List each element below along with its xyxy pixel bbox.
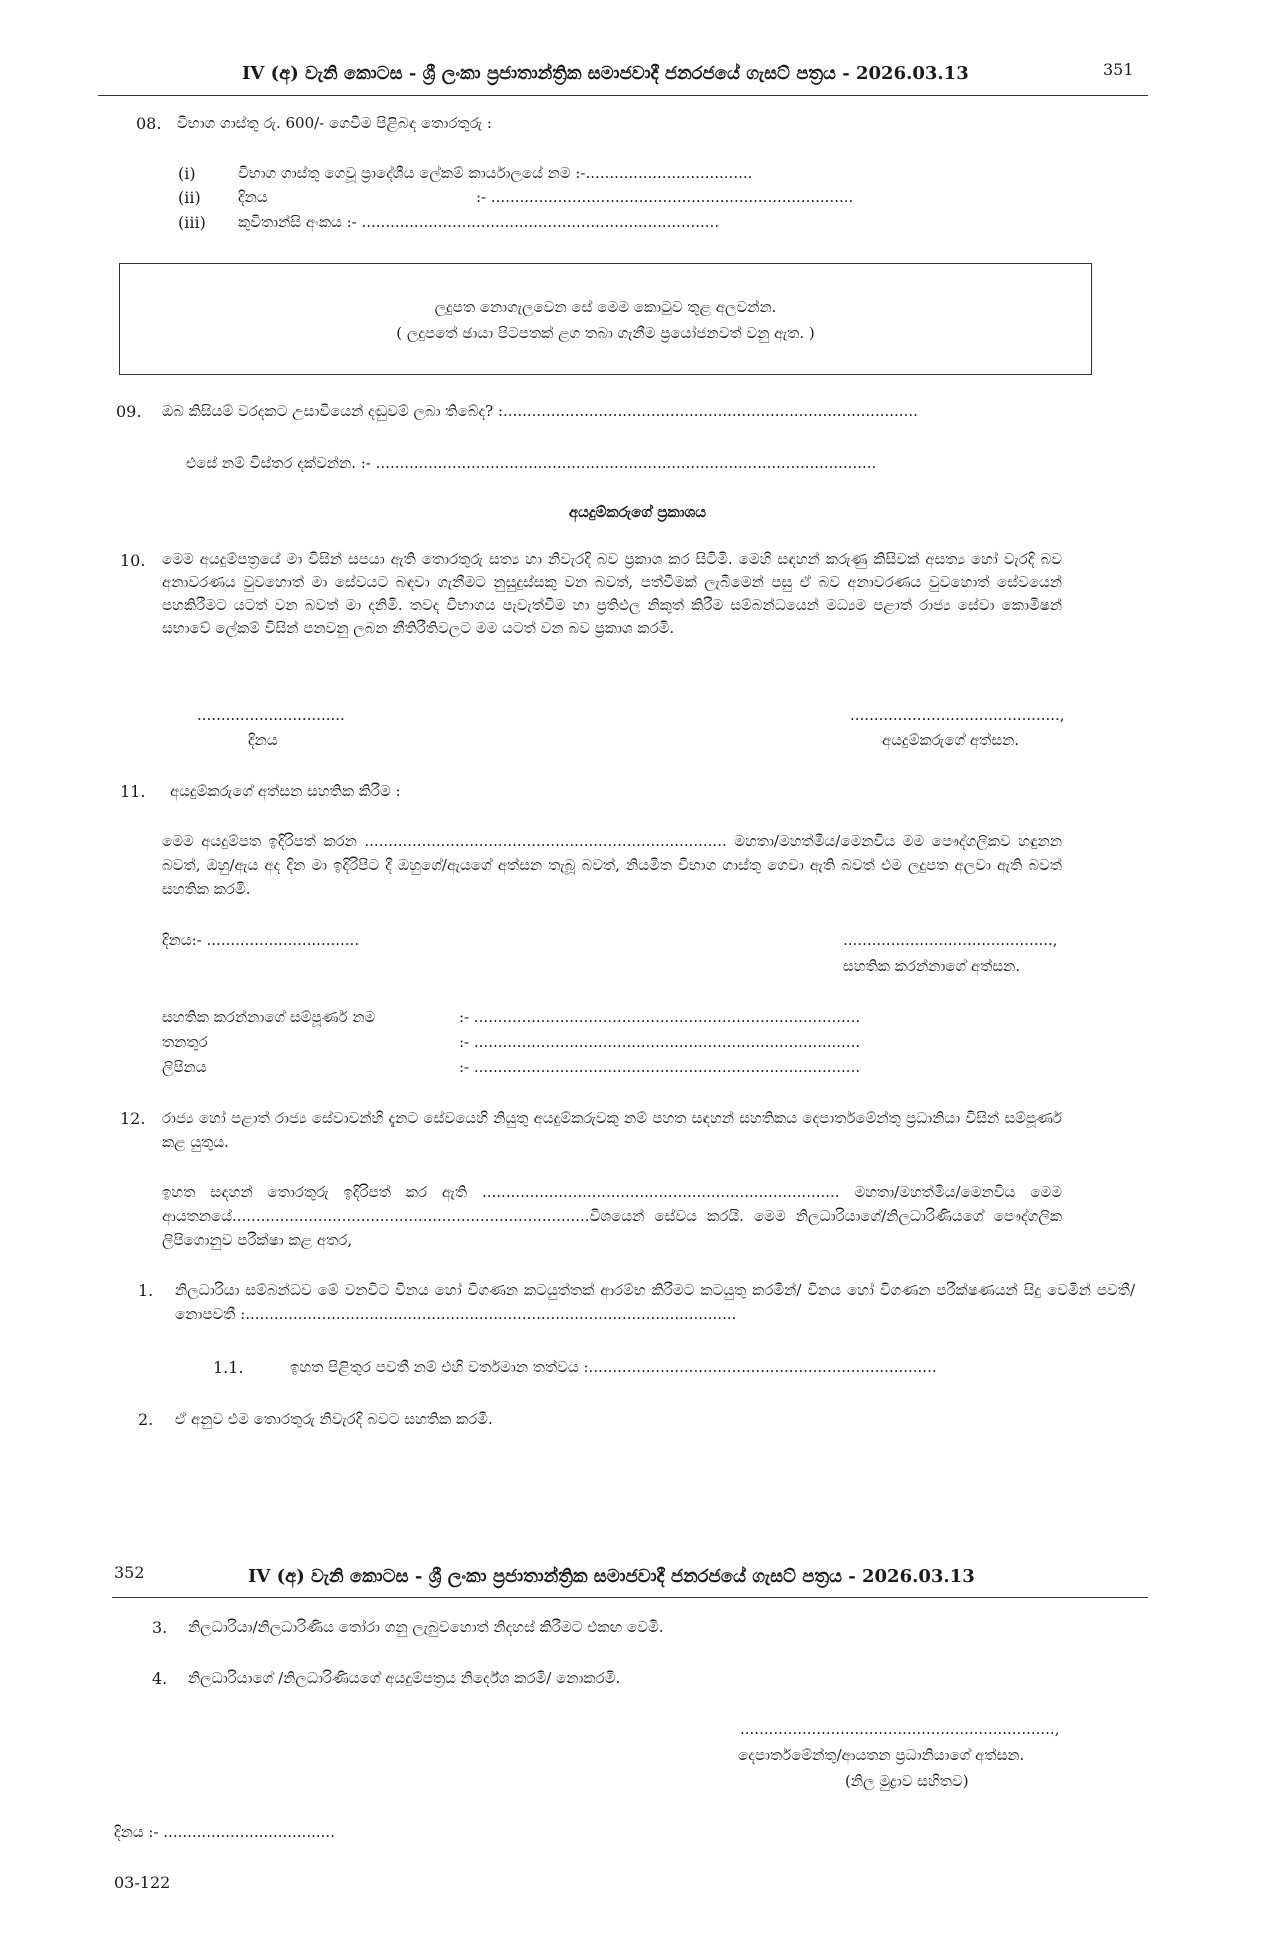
certifier-signature-label: සහතික කරන්නාගේ අත්සන. xyxy=(843,957,1021,975)
official-seal-label: (නිල මුද්‍රාව සහිතව) xyxy=(845,1772,969,1790)
certifier-signature-field[interactable]: ............................................, xyxy=(843,931,1058,949)
fee-date-field[interactable]: :- ............................................................................ xyxy=(476,188,854,206)
receipt-box-line-2: ( ලදුපතේ ඡායා පිටපතක් ළග තබා ගැනීම ප්‍රයෝජනවත් වනු ඇත. ) xyxy=(396,324,815,342)
section-08-title: විභාග ගාස්තු රු. 600/- ගෙවීම පිළිබඳ තොරතුරු : xyxy=(177,114,492,132)
recommendation-field[interactable]: නිලධාරියාගේ /නිලධාරිණියගේ අයදුම්පත්‍රය නිර්දේශ කරමි/ නොකරමි. xyxy=(188,1669,621,1687)
head-certification-text: ඉහත සඳහන් තොරතුරු ඉදිරිපත් කර ඇති ........................................................................... මහතා/මහත්මිය/මෙනවිය මෙම ආයතනයේ...........................................................................විශයෙන් සේවය කරයි. මෙම නිලධාරියාගේ/නිලධාරිණියගේ පෞද්ගලික ලිපිගොනුව පරීක්ෂා කළ අතර, xyxy=(162,1183,1062,1249)
certifier-address-field[interactable]: :- ................................................................................. xyxy=(459,1058,861,1076)
section-09-number: 09. xyxy=(116,402,142,421)
certifier-designation-field[interactable]: :- ................................................................................. xyxy=(459,1033,861,1051)
disciplinary-status-field[interactable]: නිලධාරියා සම්බන්ධව මේ වනවිට විනය හෝ විගණන කටයුත්තක් ආරම්භ කිරීමට කටයුතු කරමින්/ විනය හෝ විගණන පරීක්ෂණයන් සිදු වෙමින් පවතී/නොපවතී :....................................................................................................... xyxy=(175,1281,1135,1323)
page-number-352: 352 xyxy=(114,1563,145,1582)
receipt-box-line-1: ලදුපත නොගැලවෙන සේ මෙම කොටුව තුළ අලවන්න. xyxy=(434,298,777,316)
head-signature-label: දෙපාර්තමේන්තු/ආයතන ප්‍රධානියාගේ අත්සන. xyxy=(738,1746,1025,1764)
page-header: IV (අ) වැනි කොටස - ශ්‍රී ලංකා ප්‍රජාතාන්ත්‍රික සමාජවාදී ජනරජයේ ගැසට් පත්‍රය - 2026.03.13 xyxy=(242,63,969,84)
section-08-row-number: (iii) xyxy=(178,213,206,232)
section-08-row-number: (ii) xyxy=(178,188,201,207)
item-2-text: ඒ අනුව එම තොරතුරු නිවැරදි බවට සහතික කරමි. xyxy=(175,1410,493,1428)
section-10-number: 10. xyxy=(120,551,146,570)
item-3-number: 3. xyxy=(152,1618,168,1637)
header-rule-352 xyxy=(112,1597,1148,1598)
page-number: 351 xyxy=(1103,60,1134,79)
conviction-details-field[interactable]: එසේ නම් විස්තර දක්වන්න. :- ......................................................................................................... xyxy=(186,454,877,472)
item-2-number: 2. xyxy=(138,1410,154,1429)
section-08-number: 08. xyxy=(136,114,162,133)
current-status-field[interactable]: ඉහත පිළිතුර පවතී නම් එහි වර්තමාන තත්වය :......................................................................... xyxy=(290,1358,937,1376)
certification-text: මෙම අයදුම්පත ඉදිරිපත් කරන ............................................................................ මහතා/මහත්මිය/මෙනවිය මම පෞද්ගලිකව හඳුනන බවත්, ඔහු/ඇය අද දින මා ඉදිරිපිට දී ඔහුගේ/ඇයගේ අත්සන තැබූ බවත්, නියමිත විභාග ගාස්තු ගෙවා ඇති බවත් එම ලදුපත අලවා ඇති බවත් සහතික කරමි. xyxy=(162,832,1062,898)
head-date-field[interactable]: දිනය :- .................................... xyxy=(114,1823,335,1841)
conviction-question-field[interactable]: ඔබ කිසියම් වරදකට උසාවියෙන් දඬුවම් ලබා තිබේද? :....................................................................................... xyxy=(162,402,918,420)
declaration-text: මෙම අයදුම්පත්‍රයේ මා විසින් සපයා ඇති තොරතුරු සත්‍ය හා නිවැරදි බව ප්‍රකාශ කර සිටිමි. මෙහි සඳහන් කරුණු කිසිවක් අසත්‍ය හෝ වැරදි බව අනාවරණය වුවහොත් මා සේවයට බඳවා ගැනීමට නුසුදුස්සකු වන බවත්, පත්වීමක් ලැබීමෙන් පසු ඒ බව අනාවරණය වුවහොත් සේවයෙන් පහකිරීමට යටත් වන බවත් මා දනිමි. තවද විභාගය පැවැත්වීම හා ප්‍රතිඵල නිකුත් කිරීම සම්බන්ධයෙන් මධ්‍යම පළාත් රාජ්‍ය සේවා කොමිෂන් සභාවේ ලේකම් විසින් පනවනු ලබන නීතිරීතිවලට මම යටත් වන බව ප්‍රකාශ කරමි. xyxy=(162,550,1062,637)
certifier-name-field[interactable]: :- ................................................................................. xyxy=(459,1008,861,1026)
section-12-number: 12. xyxy=(120,1109,146,1128)
fee-date-label: දිනය xyxy=(238,188,268,206)
certifier-field-label: සහතික කරන්නාගේ සම්පූර්ණ නම xyxy=(162,1008,376,1026)
applicant-signature-field[interactable]: ............................................, xyxy=(850,706,1065,724)
section-08-row-number: (i) xyxy=(178,164,196,183)
head-signature-field[interactable]: .................................................................., xyxy=(740,1720,1060,1738)
item-1-number: 1. xyxy=(138,1281,154,1300)
item-4-number: 4. xyxy=(152,1669,168,1688)
certifier-date-field[interactable]: දිනය:- ................................ xyxy=(162,931,360,949)
declaration-title: අයදුම්කරුගේ ප්‍රකාශය xyxy=(568,503,707,521)
applicant-signature-label: අයදුම්කරුගේ අත්සන. xyxy=(882,731,1020,749)
certifier-field-label: ලිපිනය xyxy=(162,1058,207,1076)
declaration-date-label: දිනය xyxy=(248,731,278,749)
header-rule xyxy=(98,95,1148,96)
section-12-intro: රාජ්‍ය හෝ පළාත් රාජ්‍ය සේවාවන්හි දැනට සේවයෙහි නියුතු අයදුම්කරුවකු නම් පහත සඳහන් සහතිකය දෙපාර්තමේන්තු ප්‍රධානියා විසින් සම්පූර්ණ කළ යුතුය. xyxy=(162,1109,1062,1151)
document-code: 03-122 xyxy=(114,1873,171,1892)
receipt-paste-box[interactable] xyxy=(119,263,1092,375)
section-11-number: 11. xyxy=(120,782,146,801)
receipt-number-field[interactable]: කුවිතාන්සි අංකය :- ........................................................................... xyxy=(238,213,720,231)
fee-office-field[interactable]: විභාග ගාස්තු ගෙවූ ප්‍රාදේශීය ලේකම් කාර්යාලයේ නම :-................................... xyxy=(238,164,753,182)
declaration-date-field[interactable]: ............................... xyxy=(197,706,345,724)
item-3-text: නිලධාරියා/නිලධාරිණිය තෝරා ගනු ලැබුවහොත් නිදහස් කිරීමට එකඟ වෙමි. xyxy=(188,1618,664,1636)
section-11-title: අයදුම්කරුගේ අත්සන සහතික කිරීම : xyxy=(170,782,401,800)
certifier-field-label: තනතුර xyxy=(162,1033,208,1051)
item-1-1-number: 1.1. xyxy=(213,1358,244,1377)
page-header-352: IV (අ) වැනි කොටස - ශ්‍රී ලංකා ප්‍රජාතාන්ත්‍රික සමාජවාදී ජනරජයේ ගැසට් පත්‍රය - 2026.03.13 xyxy=(248,1566,975,1587)
